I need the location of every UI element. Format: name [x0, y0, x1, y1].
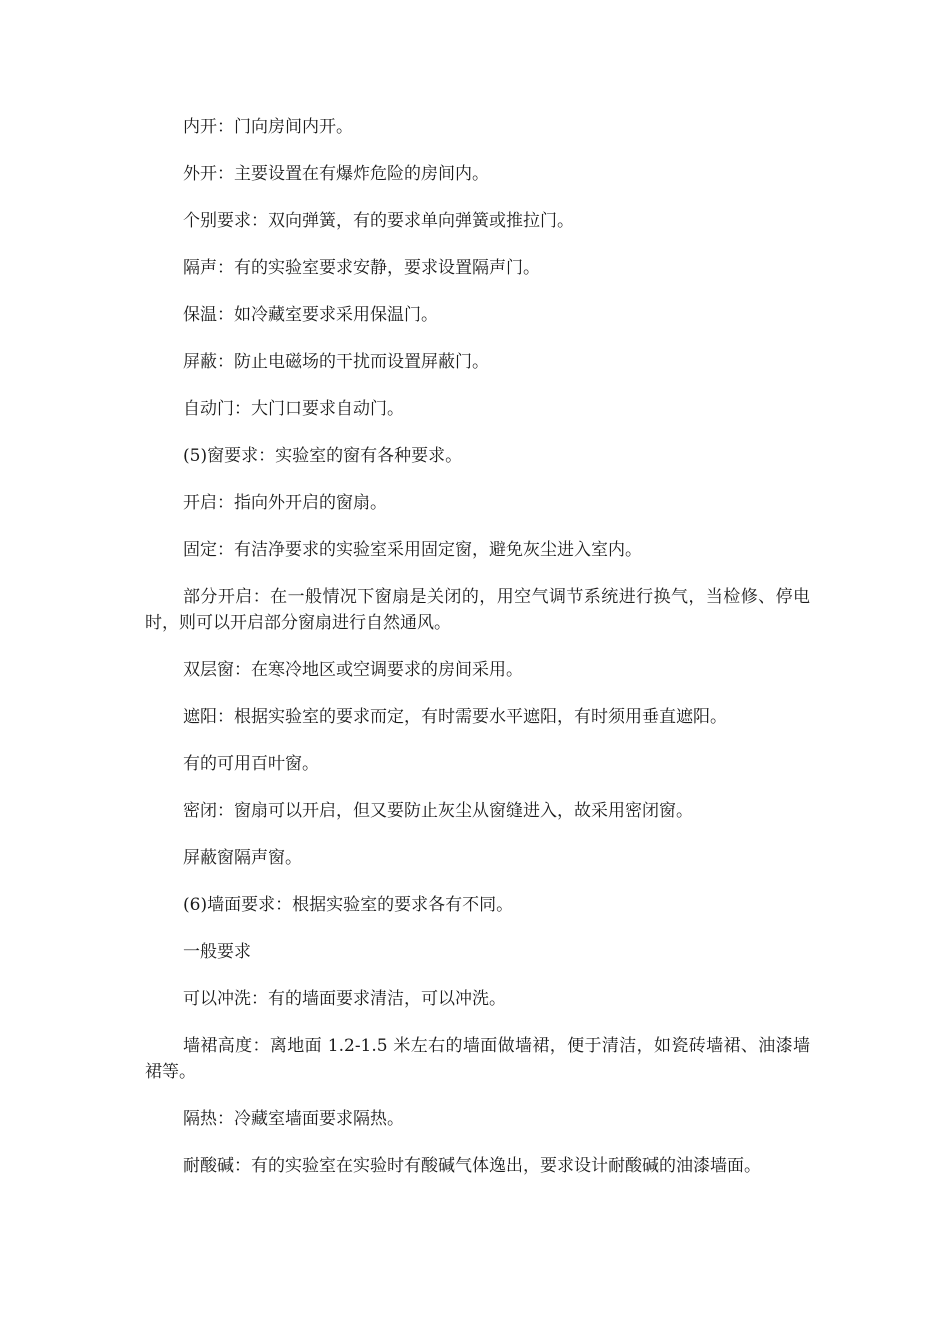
paragraph-door-shielded: 屏蔽：防止电磁场的干扰而设置屏蔽门。	[183, 352, 489, 372]
paragraph-window-shielded: 屏蔽窗隔声窗。	[183, 848, 302, 868]
paragraph-wall-dado: 墙裙高度：离地面 1.2-1.5 米左右的墙面做墙裙，便于清洁，如瓷砖墙裙、油漆墙裙等。	[145, 1036, 810, 1082]
paragraph-door-special: 个别要求：双向弹簧，有的要求单向弹簧或推拉门。	[183, 211, 574, 231]
paragraph-window-open: 开启：指向外开启的窗扇。	[183, 493, 387, 513]
paragraph-window-louver: 有的可用百叶窗。	[183, 754, 319, 774]
document-body	[145, 114, 810, 1200]
paragraph-door-outward: 外开：主要设置在有爆炸危险的房间内。	[183, 164, 489, 184]
paragraph-wall-insulation: 隔热：冷藏室墙面要求隔热。	[183, 1109, 404, 1129]
paragraph-window-shading: 遮阳：根据实验室的要求而定，有时需要水平遮阳，有时须用垂直遮阳。	[183, 707, 727, 727]
section-heading-wall: (6)墙面要求：根据实验室的要求各有不同。	[183, 895, 514, 915]
paragraph-window-fixed: 固定：有洁净要求的实验室采用固定窗，避免灰尘进入室内。	[183, 540, 642, 560]
paragraph-window-double: 双层窗：在寒冷地区或空调要求的房间采用。	[183, 660, 523, 680]
paragraph-wall-washable: 可以冲洗：有的墙面要求清洁，可以冲洗。	[183, 989, 506, 1009]
paragraph-door-soundproof: 隔声：有的实验室要求安静，要求设置隔声门。	[183, 258, 540, 278]
section-heading-window: (5)窗要求：实验室的窗有各种要求。	[183, 446, 463, 466]
paragraph-window-sealed: 密闭：窗扇可以开启，但又要防止灰尘从窗缝进入，故采用密闭窗。	[183, 801, 693, 821]
paragraph-door-insulated: 保温：如冷藏室要求采用保温门。	[183, 305, 438, 325]
paragraph-window-partial: 部分开启：在一般情况下窗扇是关闭的，用空气调节系统进行换气，当检修、停电时，则可以开启部分窗扇进行自然通风。	[145, 587, 810, 633]
paragraph-door-automatic: 自动门：大门口要求自动门。	[183, 399, 404, 419]
paragraph-wall-general: 一般要求	[183, 942, 251, 962]
paragraph-wall-acid-resistant: 耐酸碱：有的实验室在实验时有酸碱气体逸出，要求设计耐酸碱的油漆墙面。	[183, 1156, 761, 1176]
paragraph-door-inward: 内开：门向房间内开。	[183, 117, 353, 137]
